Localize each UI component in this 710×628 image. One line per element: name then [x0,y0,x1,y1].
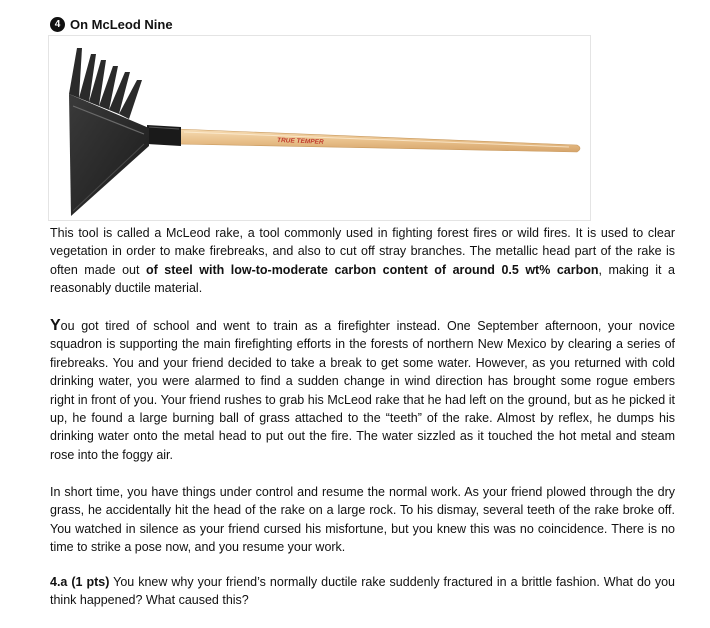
rake-head [69,48,149,216]
intro-paragraph [50,224,675,298]
question-paragraph [50,573,675,610]
question-label: 4.a (1 pts) [50,575,110,589]
drop-cap: Y [50,317,61,334]
story-text: ou got tired of school and went to train as a firefighter instead. One September afternoon, your novice squadron is supporting the main firefighting efforts in the forests of northern New Mexico by clearing a series of firebreaks. You and your friend decided to take a break to get some water. However, as you returned with cold drinking water, you were alarmed to find a sudden change in wind direction has brought some rogue embers right in front of you. Your friend rushes to grab his McLeod rake that he had left on the ground, but as he picked it up, he found a large burning ball of grass attached to the “teeth” of the rake. Almost by reflex, he dumps his drinking water onto the metal head to put out the fire. The water sizzled as it touched the hot metal and steam rose into the foggy air. [50,319,675,462]
intro-text-part-1: This tool is called a McLeod rake, a tool commonly used in fighting forest fires or wild fires. It is used to clear vegetation in order to make firebreaks, and also to cut off stray branches. The metallic head part of the rake is often made out [50,226,675,277]
rake-handle [177,129,580,152]
brand-label: TRUE TEMPER [276,137,324,146]
story-paragraph [50,317,675,464]
section-heading [50,17,173,32]
intro-text-bold: of steel with low-to-moderate carbon content of around 0.5 wt% carbon [145,262,599,277]
mcleod-rake-image [48,35,591,221]
rake-ferrule [147,125,181,146]
question-text: You knew why your friend’s normally ductile rake suddenly fractured in a brittle fashion. What do you think happened? What caused this? [50,575,675,608]
section-number-badge: 4 [50,17,65,32]
section-title: On McLeod Nine [70,17,173,32]
followup-paragraph [50,483,675,557]
rake-illustration [49,36,590,220]
intro-text-part-2: , making it a reasonably ductile material. [50,262,675,296]
followup-text: In short time, you have things under control and resume the normal work. As your friend plowed through the dry grass, he accidentally hit the head of the rake on a large rock. To his dismay, several teeth of the rake broke off. You watched in silence as your friend cursed his misfortune, but you knew this was no coincidence. There is no time to strike a pose now, and you resume your work. [50,485,675,555]
